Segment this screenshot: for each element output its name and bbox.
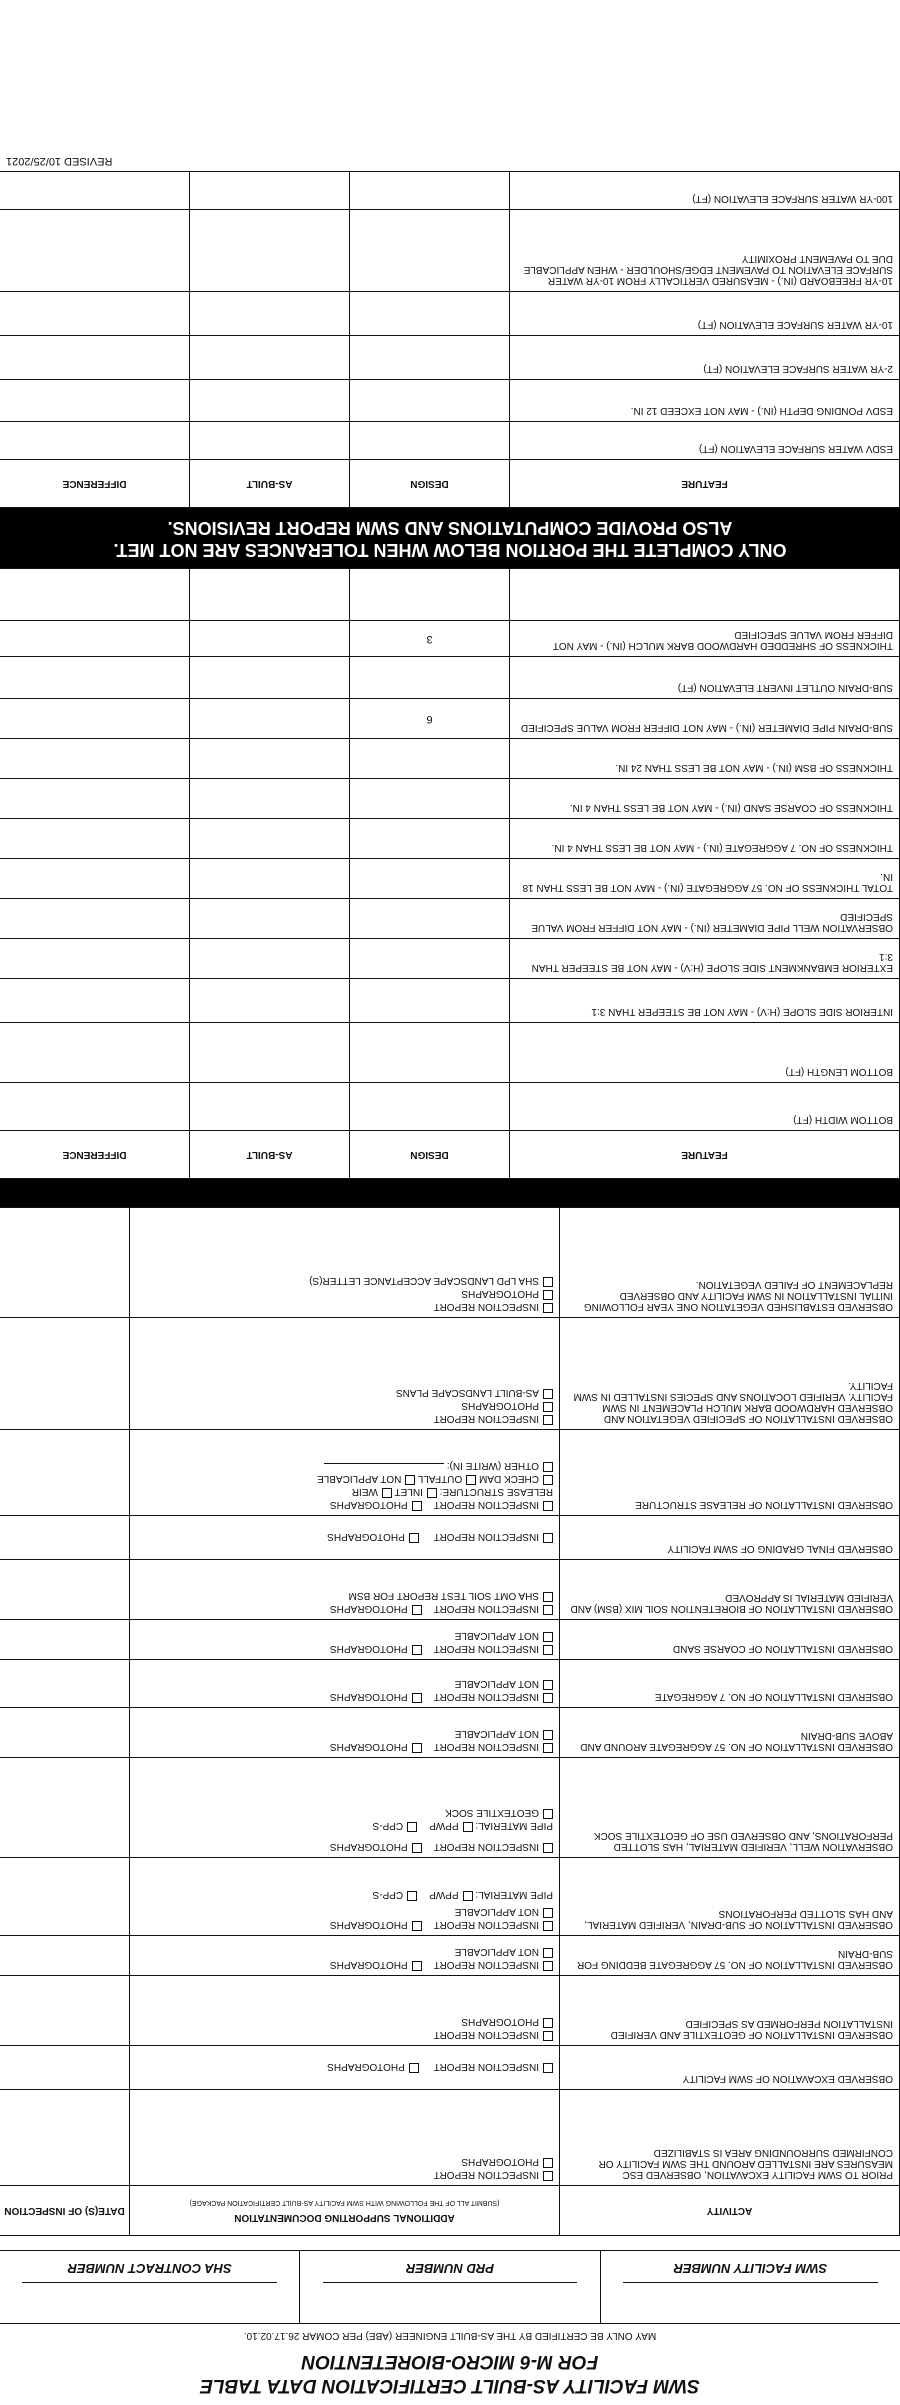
- difference-header: DIFFERENCE: [0, 1131, 190, 1179]
- table-row: ESDV WATER SURFACE ELEVATION (FT): [0, 422, 900, 460]
- table-row: THICKNESS OF BSM (IN.) - MAY NOT BE LESS THAN 24 IN.: [0, 739, 900, 779]
- checkbox-icon[interactable]: [543, 1948, 553, 1958]
- table-row: SUB-DRAIN OUTLET INVERT ELEVATION (FT): [0, 657, 900, 699]
- checkbox-icon[interactable]: [543, 1303, 553, 1313]
- checkbox-icon[interactable]: [543, 1730, 553, 1740]
- table-row: THICKNESS OF SHREDDED HARDWOOD BARK MULCH (IN.) - MAY NOT DIFFER FROM VALUE SPECIFIED 3: [0, 621, 900, 657]
- checkbox-option[interactable]: NOT APPLICABLE: [136, 1905, 553, 1918]
- divider: [0, 2323, 900, 2324]
- as-built-header: AS-BUILT: [190, 1131, 350, 1179]
- checkbox-option[interactable]: INSPECTION REPORTPHOTOGRAPHS: [136, 1740, 553, 1753]
- table-row: BOTTOM WIDTH (FT): [0, 1083, 900, 1131]
- revision-date: REVISED 10/25/2021: [6, 155, 113, 167]
- section-divider-bar: [0, 1179, 900, 1207]
- checkbox-option[interactable]: GEOTEXTILE SOCK: [136, 1806, 553, 1819]
- checkbox-option[interactable]: INSPECTION REPORT: [434, 1532, 553, 1543]
- table-row: OBSERVATION WELL PIPE DIAMETER (IN.) - MAY NOT DIFFER FROM VALUE SPECIFIED: [0, 899, 900, 939]
- date-cell[interactable]: [0, 1430, 130, 1516]
- design-header: DESIGN: [350, 460, 510, 508]
- pipe-material-option[interactable]: PIPE MATERIAL: PPWPCPP-S: [372, 1820, 553, 1831]
- checkbox-option[interactable]: INSPECTION REPORT: [434, 2062, 553, 2073]
- tolerance-banner: ONLY COMPLETE THE PORTION BELOW WHEN TOLERANCES ARE NOT MET. ALSO PROVIDE COMPUTATIONS AND SWM REPORT REVISIONS.: [0, 508, 900, 568]
- checkbox-option[interactable]: NOT APPLICABLE: [136, 1945, 553, 1958]
- checkbox-icon[interactable]: [412, 1693, 422, 1703]
- table-row: INTERIOR SIDE SLOPE (H:V) - MAY NOT BE STEEPER THAN 3:1: [0, 979, 900, 1023]
- checkbox-icon[interactable]: [427, 1488, 437, 1498]
- table-row: EXTERIOR EMBANKMENT SIDE SLOPE (H:V) - MAY NOT BE STEEPER THAN 3:1: [0, 939, 900, 979]
- table-row: OBSERVED INSTALLATION OF GEOTEXTILE AND VERIFIED INSTALLATION PERFORMED AS SPECIFIED INSPECTION REPORT PHOTOGRAPHS: [0, 1976, 900, 2046]
- checkbox-icon[interactable]: [543, 1534, 553, 1544]
- activity-header: ACTIVITY: [560, 2186, 900, 2236]
- checkbox-icon[interactable]: [463, 1891, 473, 1901]
- checkbox-icon[interactable]: [543, 2171, 553, 2181]
- checkbox-icon[interactable]: [543, 1632, 553, 1642]
- checkbox-option[interactable]: INSPECTION REPORTPHOTOGRAPHS: [136, 1498, 553, 1511]
- checkbox-option[interactable]: INSPECTION REPORTPHOTOGRAPHS: [136, 1918, 553, 1931]
- checkbox-icon[interactable]: [405, 1475, 415, 1485]
- checkbox-icon[interactable]: [543, 1693, 553, 1703]
- table-row: 100-YR WATER SURFACE ELEVATION (FT): [0, 172, 900, 210]
- checkbox-icon[interactable]: [463, 1822, 473, 1832]
- date-cell[interactable]: [0, 1660, 130, 1708]
- checkbox-icon[interactable]: [412, 1501, 422, 1511]
- feature-header: FEATURE: [510, 1131, 900, 1179]
- date-cell[interactable]: [0, 1208, 130, 1318]
- table-row: OBSERVED INSTALLATION OF NO. 7 AGGREGATE INSPECTION REPORTPHOTOGRAPHS NOT APPLICABLE: [0, 1660, 900, 1708]
- table-row: OBSERVED INSTALLATION OF BIORETENTION SOIL MIX (BSM) AND VERIFIED MATERIAL IS APPROVED INSPECTION REPORTPHOTOGRAPHS SHA OMT SOIL TEST REPORT FOR BSM: [0, 1560, 900, 1620]
- date-cell[interactable]: [0, 1708, 130, 1758]
- checkbox-icon[interactable]: [409, 1534, 419, 1544]
- checkbox-icon[interactable]: [543, 1645, 553, 1655]
- date-cell[interactable]: [0, 1758, 130, 1858]
- checkbox-option[interactable]: INSPECTION REPORTPHOTOGRAPHS: [136, 1602, 553, 1615]
- feature-header: FEATURE: [510, 460, 900, 508]
- form-title: SWM FACILITY AS-BUILT CERTIFICATION DATA TABLE FOR M-6 MICRO-BIORETENTION: [200, 2351, 700, 2396]
- prd-number-field[interactable]: PRD NUMBER: [300, 2251, 600, 2323]
- difference-header: DIFFERENCE: [0, 460, 190, 508]
- checkbox-icon[interactable]: [543, 1843, 553, 1853]
- checkbox-option[interactable]: NOT APPLICABLE: [136, 1727, 553, 1740]
- checkbox-icon[interactable]: [466, 1475, 476, 1485]
- sha-contract-number-field[interactable]: SHA CONTRACT NUMBER: [0, 2251, 300, 2323]
- table-row: PRIOR TO SWM FACILITY EXCAVATION, OBSERVED ESC MEASURES ARE INSTALLED AROUND THE SWM FACILITY OR CONFIRMED SURROUNDING AREA IS STABILIZED INSPECTION REPORT PHOTOGRAPHS: [0, 2090, 900, 2186]
- checkbox-icon[interactable]: [412, 1843, 422, 1853]
- checkbox-option[interactable]: INSPECTION REPORTPHOTOGRAPHS: [136, 1642, 553, 1655]
- checkbox-icon[interactable]: [407, 1822, 417, 1832]
- table-row: OBSERVED ESTABLISHED VEGETATION ONE YEAR FOLLOWING INITIAL INSTALLATION IN SWM FACILITY AND OBSERVED REPLACEMENT OF FAILED VEGETATION. INSPECTION REPORT PHOTOGRAPHS SHA LPD LANDSCAPE ACCEPTANCE LETTER(S): [0, 1208, 900, 1318]
- table-row: ESDV PONDING DEPTH (IN.) - MAY NOT EXCEED 12 IN.: [0, 380, 900, 422]
- checkbox-icon[interactable]: [543, 2064, 553, 2074]
- checkbox-icon[interactable]: [412, 1921, 422, 1931]
- table-row: SUB-DRAIN PIPE DIAMETER (IN.) - MAY NOT DIFFER FROM VALUE SPECIFIED 6: [0, 699, 900, 739]
- as-built-header: AS-BUILT: [190, 460, 350, 508]
- checkbox-option[interactable]: SHA LPD LANDSCAPE ACCEPTANCE LETTER(S): [136, 1274, 553, 1287]
- table-row: TOTAL THICKNESS OF NO. 57 AGGREGATE (IN.) - MAY NOT BE LESS THAN 18 IN.: [0, 859, 900, 899]
- checkbox-icon[interactable]: [543, 1605, 553, 1615]
- date-cell[interactable]: [0, 2046, 130, 2090]
- checkbox-icon[interactable]: [543, 1908, 553, 1918]
- table-row: OBSERVED INSTALLATION OF NO. 57 AGGREGATE BEDDING FOR SUB-DRAIN INSPECTION REPORTPHOTOGRAPHS NOT APPLICABLE: [0, 1936, 900, 1976]
- checkbox-option[interactable]: PHOTOGRAPHS: [136, 2015, 553, 2028]
- checkbox-option[interactable]: CHECK DAM OUTFALL NOT APPLICABLE: [136, 1472, 553, 1485]
- checkbox-option[interactable]: INSPECTION REPORT: [136, 1412, 553, 1425]
- date-cell[interactable]: [0, 1560, 130, 1620]
- checkbox-icon[interactable]: [543, 1592, 553, 1602]
- table-row: THICKNESS OF COARSE SAND (IN.) - MAY NOT BE LESS THAN 4 IN.: [0, 779, 900, 819]
- checkbox-option[interactable]: PHOTOGRAPHS: [136, 1399, 553, 1412]
- checkbox-icon[interactable]: [543, 1501, 553, 1511]
- checkbox-icon[interactable]: [543, 1415, 553, 1425]
- checkbox-icon[interactable]: [543, 1921, 553, 1931]
- checkbox-icon[interactable]: [543, 1462, 553, 1472]
- table-row: OBSERVED FINAL GRADING OF SWM FACILITY INSPECTION REPORT PHOTOGRAPHS: [0, 1516, 900, 1560]
- checkbox-option[interactable]: PHOTOGRAPHS: [136, 2155, 553, 2168]
- checkbox-icon[interactable]: [543, 1475, 553, 1485]
- pipe-material-option[interactable]: PIPE MATERIAL: PPWPCPP-S: [372, 1889, 553, 1900]
- date-cell[interactable]: [0, 1976, 130, 2046]
- checkbox-icon[interactable]: [382, 1488, 392, 1498]
- table-row: 10-YR WATER SURFACE ELEVATION (FT): [0, 292, 900, 336]
- table-row: OBSERVED EXCAVATION OF SWM FACILITY INSPECTION REPORT PHOTOGRAPHS: [0, 2046, 900, 2090]
- checkbox-icon[interactable]: [543, 2158, 553, 2168]
- checkbox-icon[interactable]: [543, 1743, 553, 1753]
- swm-facility-number-field[interactable]: SWM FACILITY NUMBER: [601, 2251, 900, 2323]
- checkbox-icon[interactable]: [407, 1891, 417, 1901]
- checkbox-icon[interactable]: [543, 1389, 553, 1399]
- date-cell[interactable]: [0, 1936, 130, 1976]
- checkbox-icon[interactable]: [543, 2018, 553, 2028]
- checkbox-icon[interactable]: [412, 1961, 422, 1971]
- checkbox-icon[interactable]: [543, 2031, 553, 2041]
- checkbox-icon[interactable]: [543, 1277, 553, 1287]
- checkbox-option[interactable]: INSPECTION REPORTPHOTOGRAPHS: [136, 1690, 553, 1703]
- other-write-in-option[interactable]: OTHER (WRITE IN):: [136, 1459, 553, 1472]
- checkbox-option[interactable]: INSPECTION REPORT: [136, 1300, 553, 1313]
- date-cell[interactable]: [0, 1620, 130, 1660]
- docs-header: ADDITIONAL SUPPORTING DOCUMENTATION (SUBMIT ALL OF THE FOLLOWING WITH SWM FACILITY AS-BUILT CERTIFICATION PACKAGE): [130, 2186, 560, 2236]
- checkbox-option[interactable]: INSPECTION REPORTPHOTOGRAPHS: [136, 1958, 553, 1971]
- write-in-line[interactable]: [324, 1463, 444, 1472]
- checkbox-option[interactable]: INSPECTION REPORT: [136, 2028, 553, 2041]
- checkbox-option[interactable]: PHOTOGRAPHS: [327, 1532, 419, 1543]
- checkbox-option[interactable]: INSPECTION REPORT: [136, 2168, 553, 2181]
- table-row: BOTTOM LENGTH (FT): [0, 1023, 900, 1083]
- table-row: THICKNESS OF NO. 7 AGGREGATE (IN.) - MAY NOT BE LESS THAN 4 IN.: [0, 819, 900, 859]
- dates-header: DATE(S) OF INSPECTION: [0, 2186, 130, 2236]
- table-row: 10-YR FREEBOARD (IN.) - MEASURED VERTICALLY FROM 10-YR WATER SURFACE ELEVATION TO PAVEMENT EDGE/SHOULDER - WHEN APPLICABLE DUE TO PAVEMENT PROXIMITY: [0, 210, 900, 292]
- checkbox-option[interactable]: NOT APPLICABLE: [136, 1629, 553, 1642]
- table-row: OBSERVED INSTALLATION OF COARSE SAND INSPECTION REPORTPHOTOGRAPHS NOT APPLICABLE: [0, 1620, 900, 1660]
- checkbox-icon[interactable]: [412, 1743, 422, 1753]
- design-header: DESIGN: [350, 1131, 510, 1179]
- checkbox-option[interactable]: SHA OMT SOIL TEST REPORT FOR BSM: [136, 1589, 553, 1602]
- date-cell[interactable]: [0, 1516, 130, 1560]
- features-table: [0, 568, 900, 1179]
- checkbox-icon[interactable]: [543, 1809, 553, 1819]
- checkbox-icon[interactable]: [543, 1961, 553, 1971]
- table-row: OBSERVED INSTALLATION OF SPECIFIED VEGETATION AND OBSERVED HARDWOOD BARK MULCH PLACEMENT IN SWM FACILITY. VERIFIED LOCATIONS AND SPECIES INSTALLED IN SWM FACILITY. INSPECTION REPORT PHOTOGRAPHS AS-BUILT LANDSCAPE PLANS: [0, 1318, 900, 1430]
- checkbox-option[interactable]: PHOTOGRAPHS: [136, 1287, 553, 1300]
- checkbox-icon[interactable]: [409, 2064, 419, 2074]
- table-row: OBSERVED INSTALLATION OF NO. 57 AGGREGATE AROUND AND ABOVE SUB-DRAIN INSPECTION REPORTPHOTOGRAPHS NOT APPLICABLE: [0, 1708, 900, 1758]
- date-cell[interactable]: [0, 1858, 130, 1936]
- checkbox-option[interactable]: INSPECTION REPORTPHOTOGRAPHS: [136, 1840, 553, 1853]
- checkbox-icon[interactable]: [543, 1290, 553, 1300]
- checkbox-icon[interactable]: [412, 1645, 422, 1655]
- checkbox-option[interactable]: PHOTOGRAPHS: [327, 2062, 419, 2073]
- table-row: [0, 569, 900, 621]
- table-row: OBSERVATION WELL, VERIFIED MATERIAL, HAS SLOTTED PERFORATIONS, AND OBSERVED USE OF GEOTEXTILE SOCK INSPECTION REPORTPHOTOGRAPHS PIPE MATERIAL: PPWPCPP-S GEOTEXTILE SOCK: [0, 1758, 900, 1858]
- tolerance-table: [0, 171, 900, 508]
- checkbox-icon[interactable]: [543, 1680, 553, 1690]
- activity-table: [0, 1207, 900, 2236]
- identification-row: [0, 2250, 900, 2323]
- table-row: OBSERVED INSTALLATION OF SUB-DRAIN, VERIFIED MATERIAL, AND HAS SLOTTED PERFORATIONS INSPECTION REPORTPHOTOGRAPHS NOT APPLICABLE PIPE MATERIAL: PPWPCPP-S: [0, 1858, 900, 1936]
- checkbox-icon[interactable]: [543, 1402, 553, 1412]
- release-structure-option[interactable]: RELEASE STRUCTURE: INLET WEIR: [351, 1486, 553, 1497]
- checkbox-icon[interactable]: [412, 1605, 422, 1615]
- checkbox-option[interactable]: NOT APPLICABLE: [136, 1677, 553, 1690]
- date-cell[interactable]: [0, 1318, 130, 1430]
- table-row: OBSERVED INSTALLATION OF RELEASE STRUCTURE INSPECTION REPORTPHOTOGRAPHS RELEASE STRUCTURE: INLET WEIR CHECK DAM OUTFALL NOT APPLICABLE OTHER (WRITE IN):: [0, 1430, 900, 1516]
- certification-note: MAY ONLY BE CERTIFIED BY THE AS-BUILT ENGINEER (ABE) PER COMAR 26.17.02.10.: [243, 2330, 657, 2341]
- table-row: 2-YR WATER SURFACE ELEVATION (FT): [0, 336, 900, 380]
- checkbox-option[interactable]: AS-BUILT LANDSCAPE PLANS: [136, 1386, 553, 1399]
- date-cell[interactable]: [0, 2090, 130, 2186]
